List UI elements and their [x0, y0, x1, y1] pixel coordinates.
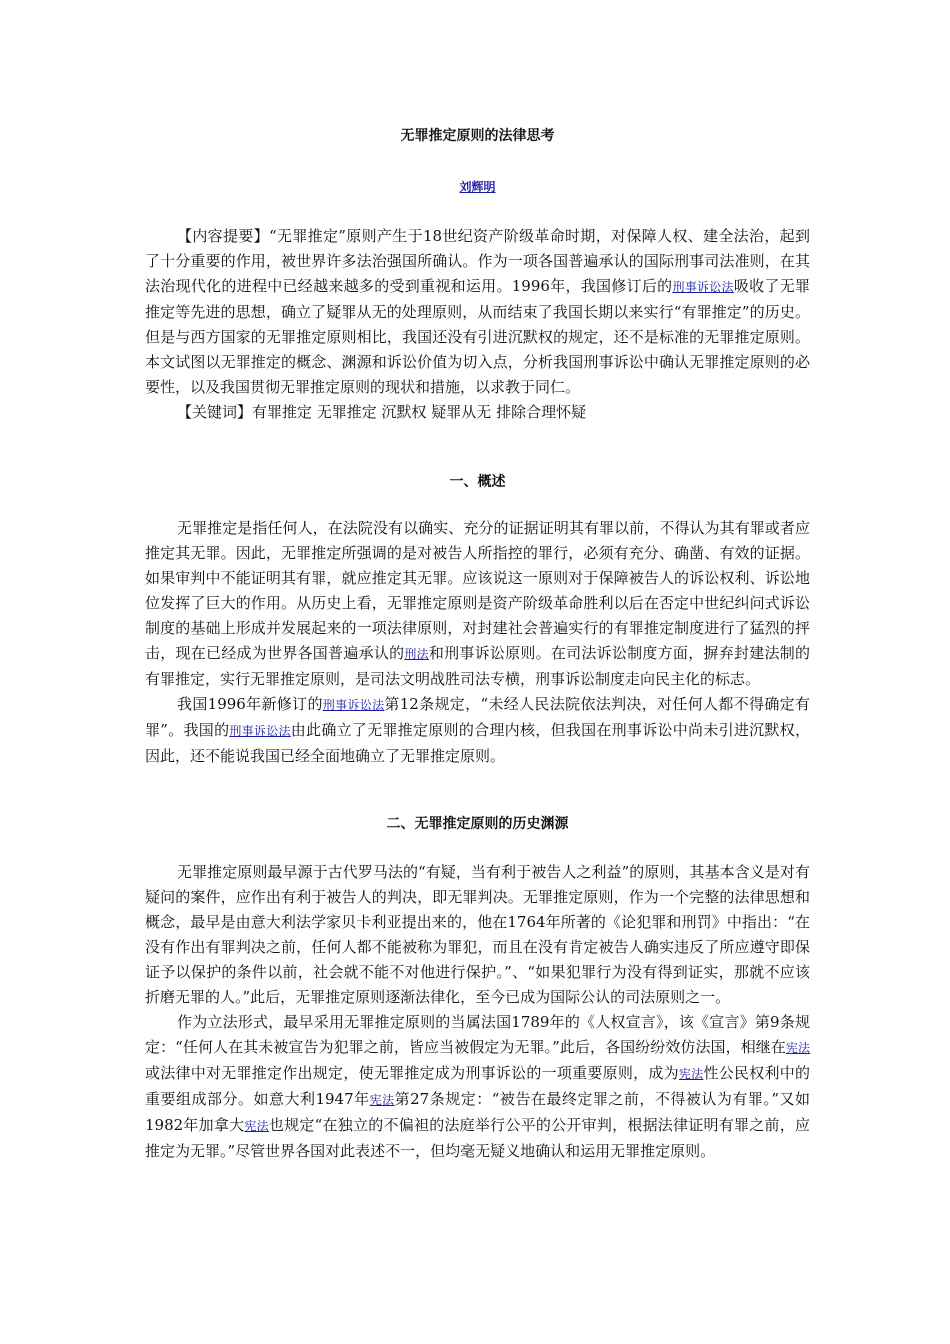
text-span: 由此确立了无罪推定原则的合理内核，但我国在刑事诉讼中尚未引进沉默权，因此，还不能说我国已经全面地确立了无罪推定原则。 — [145, 721, 810, 765]
keywords-paragraph: 【关键词】有罪推定 无罪推定 沉默权 疑罪从无 排除合理怀疑 — [177, 403, 587, 421]
author-link[interactable]: 刘辉明 — [459, 180, 496, 194]
law-link-constitution[interactable]: 宪法 — [244, 1119, 269, 1133]
law-link-constitution[interactable]: 宪法 — [369, 1093, 395, 1107]
text-span: 吸收了无罪推定等先进的思想，确立了疑罪从无的处理原则，从而结束了我国长期以来实行“有罪推定”的历史。但是与西方国家的无罪推定原则相比，我国还没有引进沉默权的规定，还不是标准的无罪推定原则。本文试图以无罪推定的概念、渊源和诉讼价值为切入点，分析我国刑事诉讼中确认无罪推定原则的必要性，以及我国贯彻无罪推定原则的现状和措施，以求教于同仁。 — [145, 277, 810, 396]
abstract-block — [145, 224, 810, 425]
text-span: 或法律中对无罪推定作出规定，使无罪推定成为刑事诉讼的一项重要原则，成为 — [145, 1064, 679, 1082]
text-span: 和刑事诉讼原则。在司法诉讼制度方面，摒弃封建法制的有罪推定，实行无罪推定原则，是司法文明战胜司法专横，刑事诉讼制度走向民主化的标志。 — [145, 644, 810, 688]
section-2-body — [145, 860, 810, 1164]
body-paragraph: 无罪推定原则最早源于古代罗马法的“有疑，当有利于被告人之利益”的原则，其基本含义是对有疑问的案件，应作出有利于被告人的判决，即无罪判决。无罪推定原则，作为一个完整的法律思想和概念，最早是由意大利法学家贝卡利亚提出来的，他在1764年所著的《论犯罪和刑罚》中指出：“在没有作出有罪判决之前，任何人都不能被称为罪犯，而且在没有肯定被告人确实违反了所应遵守即保证予以保护的条件以前，社会就不能不对他进行保护。”、“如果犯罪行为没有得到证实，那就不应该折磨无罪的人。”此后，无罪推定原则逐渐法律化，至今已成为国际公认的司法原则之一。 — [145, 863, 810, 1006]
law-link-constitution[interactable]: 宪法 — [678, 1067, 704, 1081]
law-link-constitution[interactable]: 宪法 — [785, 1041, 810, 1055]
text-span: 无罪推定是指任何人，在法院没有以确实、充分的证据证明其有罪以前，不得认为其有罪或者应推定其无罪。因此，无罪推定所强调的是对被告人所指控的罪行，必须有充分、确凿、有效的证据。如果审判中不能证明其有罪，就应推定其无罪。应该说这一原则对于保障被告人的诉讼权利、诉讼地位发挥了巨大的作用。从历史上看，无罪推定原则是资产阶级革命胜利以后在否定中世纪纠问式诉讼制度的基础上形成并发展起来的一项法律原则，对封建社会普遍实行的有罪推定制度进行了猛烈的抨击，现在已经成为世界各国普遍承认的 — [145, 519, 810, 662]
document-title: 无罪推定原则的法律思考 — [400, 128, 555, 144]
text-span: 我国1996年新修订的 — [177, 695, 323, 713]
law-link-criminal-procedure[interactable]: 刑事诉讼法 — [229, 724, 291, 738]
abstract-paragraph — [145, 224, 810, 400]
text-span: 也规定“在独立的不偏袒的法庭举行公平的公开审判，根据法律证明有罪之前，应推定为无罪。”尽管世界各国对此表述不一，但均毫无疑义地确认和运用无罪推定原则。 — [145, 1116, 810, 1160]
text-span: 【内容提要】“无罪推定”原则产生于18世纪资产阶级革命时期，对保障人权、建全法治，起到了十分重要的作用，被世界许多法治强国所确认。作为一项各国普遍承认的国际刑事司法准则，在其法治现代化的进程中已经越来越多的受到重视和运用。1996年，我国修订后的 — [145, 227, 810, 295]
law-link-criminal-procedure[interactable]: 刑事诉讼法 — [672, 280, 734, 294]
law-link-criminal-law[interactable]: 刑法 — [404, 647, 429, 661]
author-line — [145, 178, 810, 196]
law-link-criminal-procedure[interactable]: 刑事诉讼法 — [322, 698, 385, 712]
text-span: 第12条规定，“未经人民法院依法判决，对任何人都不得确定有罪”。我国的 — [145, 695, 810, 739]
text-span: 第27条规定：“被告在最终定罪之前，不得被认为有罪。”又如1982年加拿大 — [145, 1090, 810, 1134]
text-span: 性公民权利中的重要组成部分。如意大利1947年 — [145, 1064, 810, 1108]
body-paragraph — [145, 692, 810, 769]
body-paragraph — [145, 1010, 810, 1164]
section-1-body — [145, 516, 810, 769]
text-span: 作为立法形式，最早采用无罪推定原则的当属法国1789年的《人权宣言》，该《宣言》第9条规定：“任何人在其未被宣告为犯罪之前，皆应当被假定为无罪。”此后，各国纷纷效仿法国，相继在 — [145, 1013, 810, 1056]
section-heading-1: 一、概述 — [449, 474, 506, 490]
section-heading-2: 二、无罪推定原则的历史渊源 — [386, 816, 569, 832]
body-paragraph — [145, 516, 810, 692]
